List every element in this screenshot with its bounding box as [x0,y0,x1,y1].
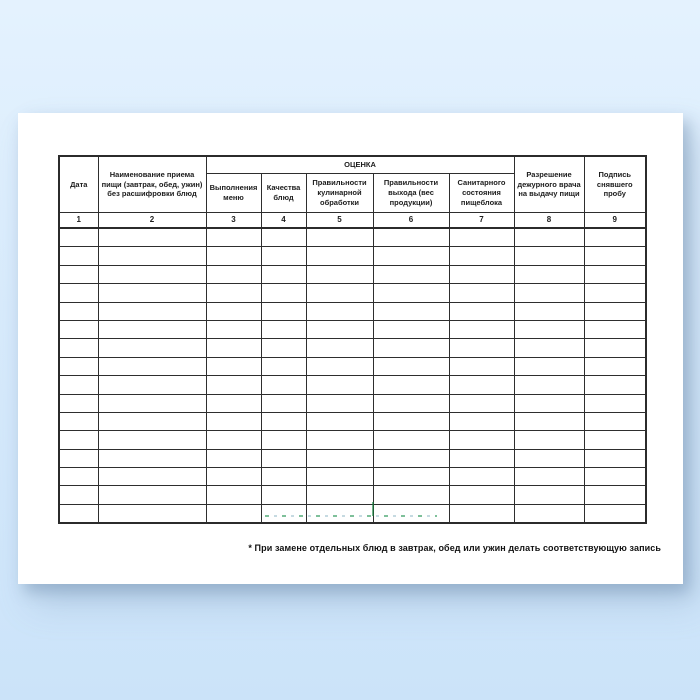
empty-cell [373,284,449,302]
empty-cell [514,486,584,504]
empty-cell [98,265,206,283]
empty-cell [206,284,261,302]
empty-cell [584,486,646,504]
column-number: 1 [59,213,98,229]
empty-cell [306,412,373,430]
empty-cell [206,339,261,357]
empty-cell [261,412,306,430]
empty-cell [59,412,98,430]
empty-cell [514,394,584,412]
empty-row [59,265,646,283]
empty-cell [59,284,98,302]
empty-row [59,394,646,412]
empty-cell [98,486,206,504]
empty-cell [59,228,98,247]
empty-cell [59,468,98,486]
column-number: 2 [98,213,206,229]
empty-cell [449,504,514,523]
empty-cell [206,412,261,430]
empty-row [59,339,646,357]
empty-cell [59,376,98,394]
column-header-sanitary-state: Санитарного состояния пищеблока [449,174,514,213]
empty-cell [261,247,306,265]
empty-cell [206,228,261,247]
empty-cell [306,339,373,357]
empty-cell [449,431,514,449]
empty-cell [373,431,449,449]
empty-row [59,468,646,486]
empty-cell [306,504,373,523]
column-header-date: Дата [59,156,98,213]
empty-cell [306,449,373,467]
empty-cell [59,449,98,467]
empty-cell [449,265,514,283]
empty-cell [306,302,373,320]
evaluation-group-header: ОЦЕНКА [206,156,514,174]
column-number: 8 [514,213,584,229]
empty-cell [98,504,206,523]
empty-cell [584,302,646,320]
column-header-signature: Подпись снявшего пробу [584,156,646,213]
empty-cell [373,486,449,504]
empty-cell [373,468,449,486]
empty-row [59,449,646,467]
empty-cell [59,302,98,320]
empty-cell [373,412,449,430]
empty-cell [306,265,373,283]
empty-cell [98,431,206,449]
empty-cell [261,339,306,357]
empty-row [59,376,646,394]
empty-cell [514,431,584,449]
empty-cell [98,394,206,412]
column-number-row [59,213,646,229]
empty-cell [206,247,261,265]
empty-cell [514,376,584,394]
empty-cell [449,376,514,394]
empty-cell [514,265,584,283]
empty-cell [261,431,306,449]
empty-cell [261,504,306,523]
empty-cell [373,449,449,467]
column-header-cooking-correctness: Правильности кулинарной обработки [306,174,373,213]
empty-cell [306,394,373,412]
empty-cell [98,320,206,338]
empty-row [59,431,646,449]
empty-cell [98,449,206,467]
empty-cell [373,320,449,338]
empty-cell [373,376,449,394]
meal-log-table [58,155,647,524]
empty-cell [98,302,206,320]
empty-cell [373,339,449,357]
empty-cell [584,247,646,265]
empty-cell [306,468,373,486]
empty-cell [306,357,373,375]
empty-cell [584,468,646,486]
empty-cell [98,376,206,394]
empty-cell [98,228,206,247]
empty-cell [206,394,261,412]
empty-cell [514,468,584,486]
empty-cell [584,412,646,430]
empty-cell [306,486,373,504]
empty-cell [98,468,206,486]
empty-cell [206,357,261,375]
empty-cell [98,412,206,430]
empty-cell [584,357,646,375]
empty-cell [449,357,514,375]
empty-cell [373,247,449,265]
empty-cell [206,468,261,486]
column-number: 6 [373,213,449,229]
empty-cell [59,357,98,375]
empty-cell [373,265,449,283]
empty-cell [584,284,646,302]
empty-cell [373,302,449,320]
column-header-menu-fulfillment: Выполнения меню [206,174,261,213]
empty-cell [514,320,584,338]
empty-cell [584,265,646,283]
empty-row [59,486,646,504]
empty-cell [59,431,98,449]
column-number: 4 [261,213,306,229]
empty-cell [59,504,98,523]
empty-cell [449,468,514,486]
empty-row [59,302,646,320]
empty-cell [59,394,98,412]
empty-cell [261,265,306,283]
table-body [59,228,646,523]
empty-cell [261,228,306,247]
empty-cell [514,302,584,320]
empty-cell [206,486,261,504]
empty-cell [206,431,261,449]
column-header-doctor-permission: Разрешение дежурного врача на выдачу пищи [514,156,584,213]
empty-cell [584,320,646,338]
footnote: * При замене отдельных блюд в завтрак, обед или ужин делать соответствующую запись [248,543,661,553]
empty-row [59,228,646,247]
empty-cell [261,376,306,394]
column-number: 7 [449,213,514,229]
column-header-dish-quality: Качества блюд [261,174,306,213]
empty-cell [261,468,306,486]
empty-cell [59,320,98,338]
empty-cell [514,449,584,467]
empty-cell [449,320,514,338]
empty-cell [449,486,514,504]
empty-cell [306,320,373,338]
table-header [59,156,646,228]
empty-cell [373,394,449,412]
empty-cell [584,228,646,247]
empty-cell [261,486,306,504]
empty-cell [261,449,306,467]
column-number: 5 [306,213,373,229]
empty-cell [584,339,646,357]
column-header-yield-correctness: Правильности выхода (вес продукции) [373,174,449,213]
empty-row [59,504,646,523]
empty-cell [261,284,306,302]
empty-cell [206,302,261,320]
empty-cell [449,302,514,320]
empty-row [59,284,646,302]
empty-cell [261,394,306,412]
empty-cell [206,376,261,394]
empty-cell [59,247,98,265]
empty-cell [449,339,514,357]
empty-cell [306,228,373,247]
meal-log-table-wrap [58,155,647,524]
empty-cell [261,320,306,338]
empty-cell [514,284,584,302]
empty-cell [98,247,206,265]
empty-cell [449,394,514,412]
empty-cell [514,228,584,247]
empty-cell [261,357,306,375]
empty-cell [59,486,98,504]
empty-cell [514,247,584,265]
empty-cell [373,357,449,375]
empty-cell [449,247,514,265]
empty-cell [373,228,449,247]
empty-cell [206,320,261,338]
empty-cell [206,504,261,523]
empty-cell [306,284,373,302]
empty-cell [514,504,584,523]
empty-cell [306,376,373,394]
empty-cell [206,265,261,283]
empty-row [59,357,646,375]
empty-cell [98,339,206,357]
empty-cell [584,394,646,412]
empty-cell [514,357,584,375]
empty-cell [206,449,261,467]
empty-cell [98,357,206,375]
empty-cell [514,412,584,430]
empty-cell [98,284,206,302]
empty-cell [514,339,584,357]
empty-cell [584,376,646,394]
empty-cell [59,265,98,283]
empty-cell [584,431,646,449]
column-header-meal-name: Наименование приема пищи (завтрак, обед, ужин) без расшифровки блюд [98,156,206,213]
empty-cell [449,284,514,302]
paper-sheet [18,113,683,584]
empty-cell [449,228,514,247]
empty-cell [449,412,514,430]
empty-cell [584,504,646,523]
empty-row [59,320,646,338]
empty-cell [306,431,373,449]
column-number: 9 [584,213,646,229]
empty-cell [373,504,449,523]
empty-cell [306,247,373,265]
header-group-row [59,156,646,174]
empty-cell [449,449,514,467]
empty-row [59,412,646,430]
empty-row [59,247,646,265]
empty-cell [584,449,646,467]
empty-cell [59,339,98,357]
empty-cell [261,302,306,320]
column-number: 3 [206,213,261,229]
